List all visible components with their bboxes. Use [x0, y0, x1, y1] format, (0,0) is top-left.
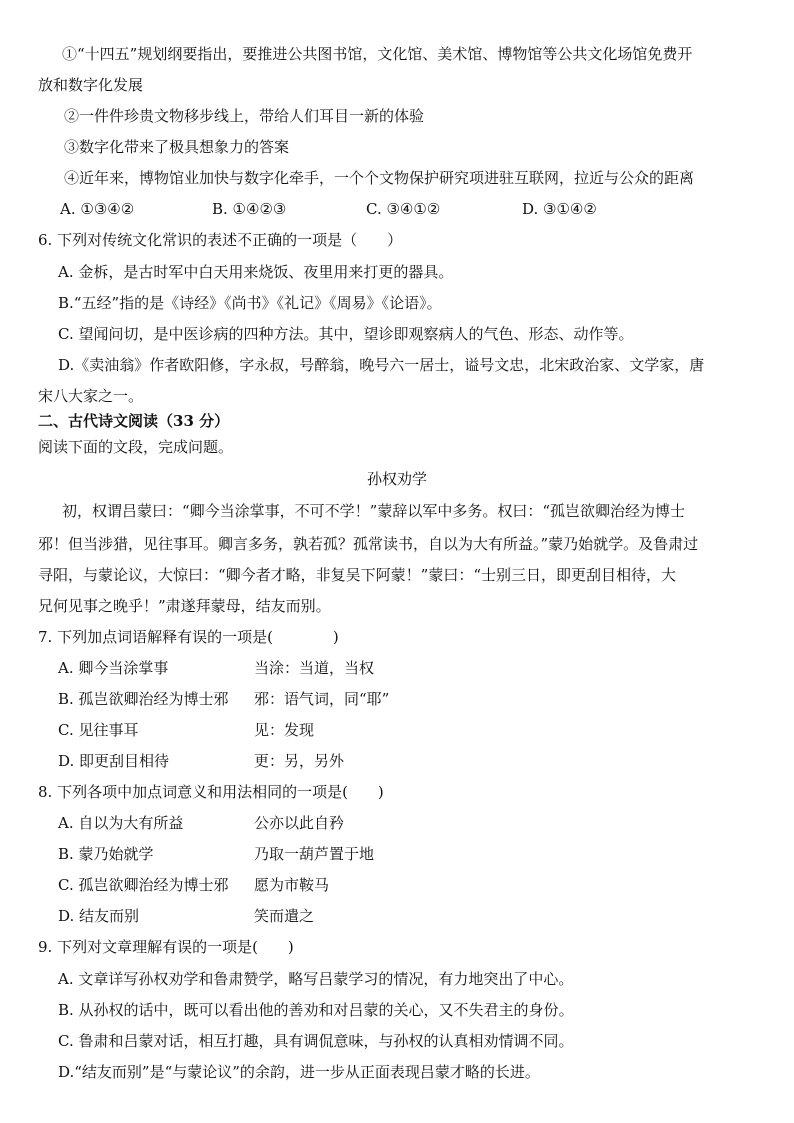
q7-row: [58, 689, 754, 709]
q7-row-phrase: D. 即更刮目相待: [58, 752, 170, 770]
q6-option-d-cont: 宋八大家之一。: [38, 387, 144, 405]
q7-row: [58, 658, 754, 678]
passage-title: 孙权劝学: [366, 470, 427, 488]
q5-option-a: A. ①③④②: [60, 200, 135, 218]
q7-row: [58, 720, 754, 740]
q5-item-4: ④近年来，博物馆业加快与数字化牵手，一个个文物保护研究项进驻互联网，拉近与公众的距离: [64, 169, 695, 187]
passage-line: 兄何见事之晚乎！”肃遂拜蒙母，结友而别。: [38, 597, 331, 615]
q8-stem: 8. 下列各项中加点词意义和用法相同的一项是( ): [38, 783, 384, 801]
q6-stem: 6. 下列对传统文化常识的表述不正确的一项是（ ）: [38, 231, 403, 249]
q8-row-phrase: A. 自以为大有所益: [58, 814, 184, 832]
q5-option-d: D. ③①④②: [522, 200, 597, 218]
q9-option-d: D.“结友而别”是“与蒙论议”的余韵，进一步从正面表现吕蒙才略的长进。: [58, 1063, 540, 1081]
q9-option-c: C. 鲁肃和吕蒙对话，相互打趣，具有调侃意味，与孙权的认真相劝情调不同。: [58, 1032, 574, 1050]
q8-row-phrase: B. 蒙乃始就学: [58, 845, 154, 863]
q7-row-phrase: C. 见往事耳: [58, 721, 139, 739]
q7-row-phrase: B. 孤岂欲卿治经为博士邪: [58, 690, 229, 708]
q5-item-3: ③数字化带来了极具想象力的答案: [64, 138, 290, 156]
q5-option-b: B. ①④②③: [212, 200, 287, 218]
q5-item-2: ②一件件珍贵文物移步线上，带给人们耳目一新的体验: [64, 107, 425, 125]
q5-item-1-cont: 放和数字化发展: [38, 76, 144, 94]
q8-row-phrase: D. 结友而别: [58, 907, 140, 925]
q7-stem: 7. 下列加点词语解释有误的一项是( ): [38, 628, 339, 646]
section-title: 二、古代诗文阅读（33 分）: [38, 412, 230, 430]
q8-row-compare: 公亦以此自矜: [254, 814, 345, 832]
q7-row: [58, 751, 754, 771]
q8-row-compare: 愿为市鞍马: [254, 876, 330, 894]
q7-row-phrase: A. 卿今当涂掌事: [58, 659, 169, 677]
q5-item-1: ①“十四五”规划纲要指出，要推进公共图书馆，文化馆、美术馆、博物馆等公共文化场馆免费开: [62, 45, 693, 63]
q8-row: [58, 875, 754, 895]
q9-option-b: B. 从孙权的话中，既可以看出他的善劝和对吕蒙的关心，又不失君主的身份。: [58, 1001, 574, 1019]
q5-option-c: C. ③④①②: [366, 200, 441, 218]
passage-line: 初，权谓吕蒙曰：“卿今当涂掌事，不可不学！”蒙辞以军中多务。权曰：“孤岂欲卿治经为博士: [62, 502, 686, 520]
q7-row-explanation: 见：发现: [254, 721, 315, 739]
q9-option-a: A. 文章详写孙权劝学和鲁肃赞学，略写吕蒙学习的情况，有力地突出了中心。: [58, 970, 574, 988]
q8-row-compare: 笑而遣之: [254, 907, 315, 925]
passage-line: 寻阳，与蒙论议，大惊曰：“卿今者才略，非复吴下阿蒙！”蒙曰：“士别三日，即更刮目相待，大: [38, 566, 677, 584]
q9-stem: 9. 下列对文章理解有误的一项是( ): [38, 938, 294, 956]
q8-row: [58, 906, 754, 926]
q6-option-b: B.“五经”指的是《诗经》《尚书》《礼记》《周易》《论语》。: [58, 294, 442, 312]
q8-row-phrase: C. 孤岂欲卿治经为博士邪: [58, 876, 229, 894]
q7-row-explanation: 当涂：当道，当权: [254, 659, 375, 677]
section-instruction: 阅读下面的文段，完成问题。: [38, 438, 234, 456]
passage-line: 邪！但当涉猎，见往事耳。卿言多务，孰若孤？孤常读书，自以为大有所益。”蒙乃始就学。及鲁肃过: [38, 535, 699, 553]
q6-option-d: D.《卖油翁》作者欧阳修，字永叔，号醉翁，晚号六一居士，谥号文忠，北宋政治家、文学家，唐: [58, 356, 705, 374]
q7-row-explanation: 更：另，另外: [254, 752, 345, 770]
q6-option-a: A. 金柝，是古时军中白天用来烧饭、夜里用来打更的器具。: [58, 263, 454, 281]
q6-option-c: C. 望闻问切，是中医诊病的四种方法。其中，望诊即观察病人的气色、形态、动作等。: [58, 325, 634, 343]
q7-row-explanation: 邪：语气词，同“耶”: [254, 690, 390, 708]
q8-row: [58, 813, 754, 833]
q8-row: [58, 844, 754, 864]
q8-row-compare: 乃取一葫芦置于地: [254, 845, 375, 863]
